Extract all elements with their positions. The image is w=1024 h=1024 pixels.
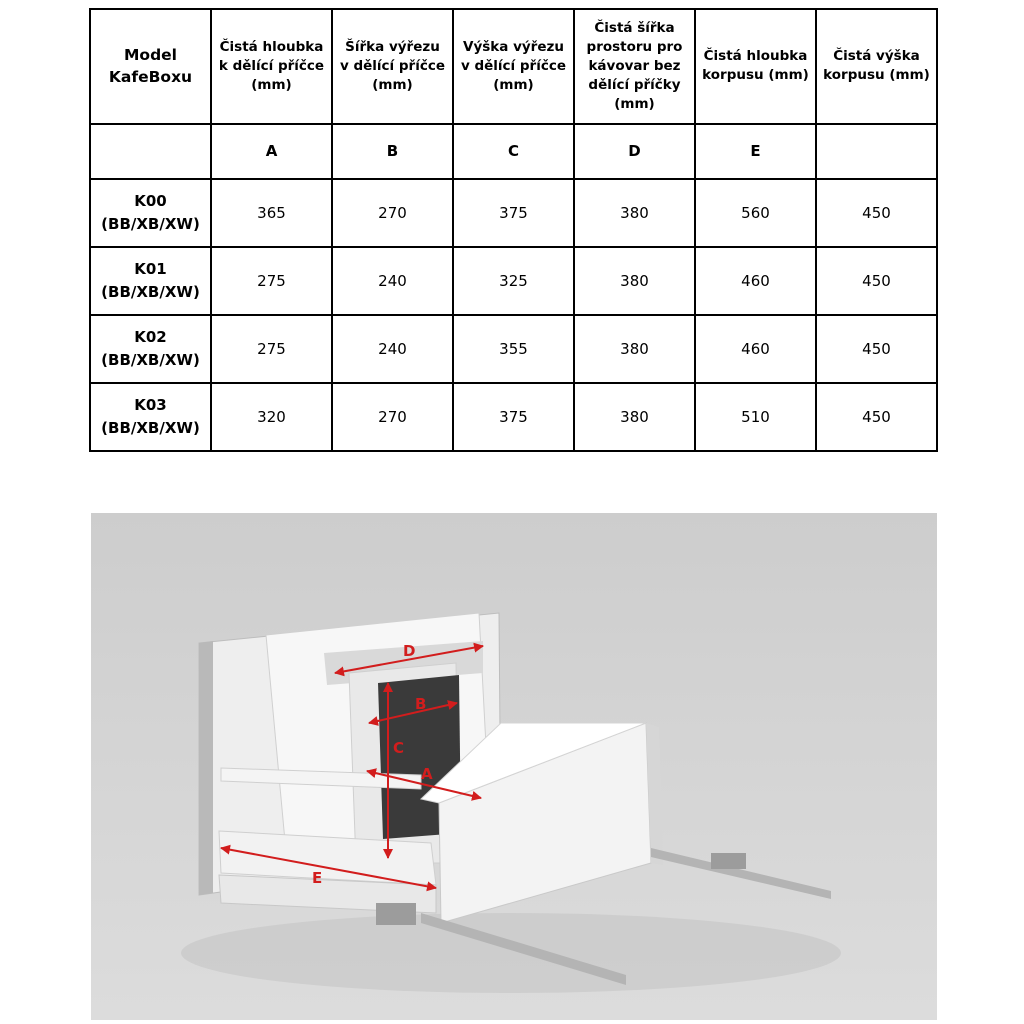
value-height: 450 <box>816 179 937 247</box>
table-row <box>90 247 937 315</box>
header-body-depth <box>695 9 816 124</box>
header-model <box>90 9 211 124</box>
value-d: 380 <box>574 179 695 247</box>
model-name: K01 <box>134 259 167 278</box>
header-cutout-height <box>453 9 574 124</box>
header-line: (mm) <box>614 95 655 112</box>
model-variant: (BB/XB/XW) <box>101 282 200 301</box>
header-line: korpusu (mm) <box>823 67 930 84</box>
floor-shadow <box>181 913 841 993</box>
model-cell <box>90 315 211 383</box>
value-height: 450 <box>816 247 937 315</box>
value-e: 460 <box>695 247 816 315</box>
value-c: 375 <box>453 179 574 247</box>
letter-cell: D <box>574 124 695 179</box>
value-e: 460 <box>695 315 816 383</box>
letter-cell: A <box>211 124 332 179</box>
header-line: korpusu (mm) <box>702 67 809 84</box>
dimension-label-e: E <box>312 869 323 887</box>
value-height: 450 <box>816 383 937 451</box>
header-line: Čistá hloubka <box>703 48 808 65</box>
header-line: Čistá výška <box>833 48 920 65</box>
value-e: 510 <box>695 383 816 451</box>
model-variant: (BB/XB/XW) <box>101 350 200 369</box>
header-line: (mm) <box>493 76 534 93</box>
header-line: Šířka výřezu <box>345 38 440 55</box>
header-cutout-width <box>332 9 453 124</box>
value-b: 270 <box>332 179 453 247</box>
header-line: v dělící příčce <box>339 57 445 74</box>
model-name: K03 <box>134 395 167 414</box>
dimensions-table <box>89 8 938 452</box>
header-line: dělící příčky <box>588 76 681 93</box>
drawer-illustration <box>91 513 937 1020</box>
dimension-label-b: B <box>415 695 427 713</box>
value-c: 375 <box>453 383 574 451</box>
dimension-label-c: C <box>393 739 405 757</box>
letter-cell <box>816 124 937 179</box>
value-a: 365 <box>211 179 332 247</box>
header-depth-to-divider <box>211 9 332 124</box>
header-line: Výška výřezu <box>463 38 564 55</box>
value-d: 380 <box>574 315 695 383</box>
letter-cell: B <box>332 124 453 179</box>
value-b: 270 <box>332 383 453 451</box>
value-b: 240 <box>332 315 453 383</box>
value-d: 380 <box>574 383 695 451</box>
back-panel-edge <box>199 641 213 895</box>
value-c: 325 <box>453 247 574 315</box>
header-line: Model <box>124 46 177 65</box>
header-line: prostoru pro <box>586 38 683 55</box>
runner-bracket-left <box>376 903 416 925</box>
model-variant: (BB/XB/XW) <box>101 214 200 233</box>
header-line: Čistá šířka <box>594 19 675 36</box>
value-c: 355 <box>453 315 574 383</box>
value-height: 450 <box>816 315 937 383</box>
model-name: K02 <box>134 327 167 346</box>
table-header-row <box>90 9 937 124</box>
value-a: 320 <box>211 383 332 451</box>
header-line: (mm) <box>372 76 413 93</box>
header-line: v dělící příčce <box>460 57 566 74</box>
letter-cell: E <box>695 124 816 179</box>
header-line: KafeBoxu <box>108 68 193 87</box>
letter-cell: C <box>453 124 574 179</box>
table-row <box>90 383 937 451</box>
header-clear-width <box>574 9 695 124</box>
value-a: 275 <box>211 315 332 383</box>
value-b: 240 <box>332 247 453 315</box>
header-line: Čistá hloubka <box>219 38 324 55</box>
model-cell <box>90 179 211 247</box>
value-a: 275 <box>211 247 332 315</box>
model-cell <box>90 247 211 315</box>
table-row <box>90 315 937 383</box>
header-line: (mm) <box>251 76 292 93</box>
header-line: kávovar bez <box>588 57 681 74</box>
dimension-letter-row <box>90 124 937 179</box>
model-cell <box>90 383 211 451</box>
value-d: 380 <box>574 247 695 315</box>
dimension-label-a: A <box>421 765 433 783</box>
letter-cell <box>90 124 211 179</box>
product-photo <box>91 513 937 1020</box>
value-e: 560 <box>695 179 816 247</box>
model-name: K00 <box>134 191 167 210</box>
model-variant: (BB/XB/XW) <box>101 418 200 437</box>
runner-bracket-right <box>711 853 746 869</box>
dimension-label-d: D <box>403 642 416 660</box>
table-row <box>90 179 937 247</box>
header-body-height <box>816 9 937 124</box>
header-line: k dělící příčce <box>218 57 325 74</box>
